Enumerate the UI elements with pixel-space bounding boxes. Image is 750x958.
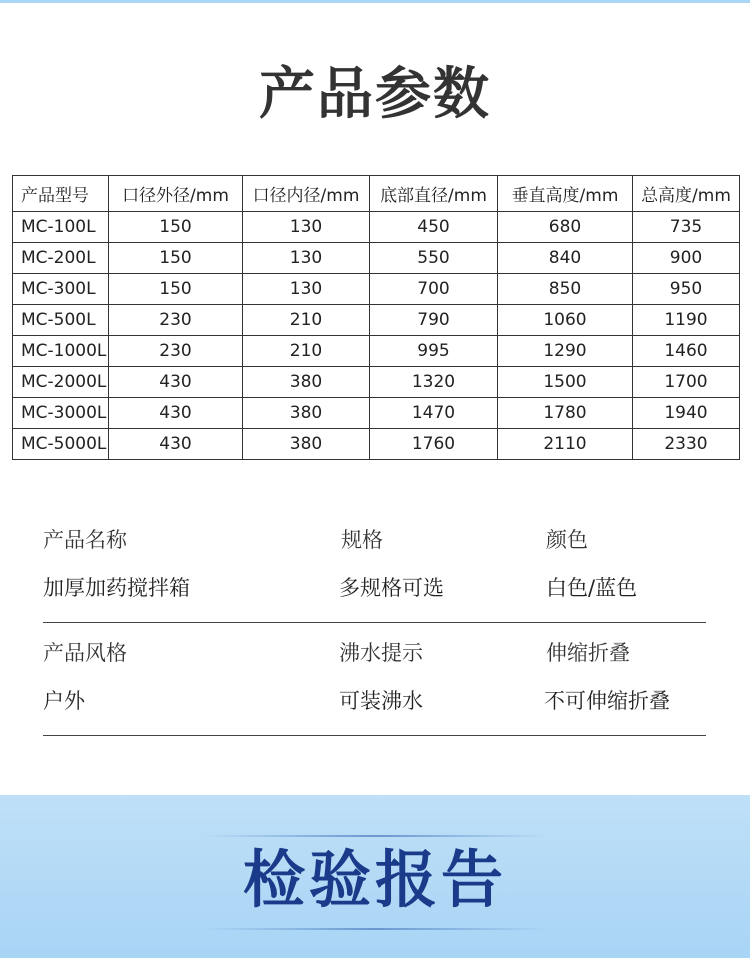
cell-bottom-diameter: 1760 [370, 429, 498, 460]
table-row [13, 398, 740, 429]
cell-inner-diameter: 130 [243, 274, 370, 305]
divider [43, 735, 706, 736]
cell-inner-diameter: 130 [243, 212, 370, 243]
cell-inner-diameter: 380 [243, 429, 370, 460]
cell-model: MC-200L [13, 243, 109, 274]
cell-bottom-diameter: 790 [370, 305, 498, 336]
cell-outer-diameter: 150 [109, 243, 243, 274]
cell-vertical-height: 850 [498, 274, 633, 305]
cell-total-height: 2330 [633, 429, 740, 460]
cell-model: MC-500L [13, 305, 109, 336]
cell-total-height: 1460 [633, 336, 740, 367]
cell-bottom-diameter: 450 [370, 212, 498, 243]
cell-outer-diameter: 230 [109, 305, 243, 336]
cell-inner-diameter: 380 [243, 398, 370, 429]
info-value-color: 白色/蓝色 [546, 576, 638, 600]
table-row [13, 429, 740, 460]
divider [43, 622, 706, 623]
table-row [13, 274, 740, 305]
cell-vertical-height: 1290 [498, 336, 633, 367]
table-row [13, 305, 740, 336]
cell-outer-diameter: 150 [109, 274, 243, 305]
cell-outer-diameter: 150 [109, 212, 243, 243]
page-title: 产品参数 [259, 62, 491, 127]
banner-line-bottom [205, 928, 545, 930]
cell-model: MC-100L [13, 212, 109, 243]
info-label-foldable: 伸缩折叠 [546, 641, 630, 665]
cell-model: MC-5000L [13, 429, 109, 460]
info-label-boiling-water: 沸水提示 [339, 641, 423, 665]
top-rule [0, 0, 750, 3]
info-value-foldable: 不可伸缩折叠 [544, 689, 670, 713]
col-header-inner-diameter: 口径内径/mm [243, 176, 370, 212]
cell-inner-diameter: 210 [243, 305, 370, 336]
cell-bottom-diameter: 700 [370, 274, 498, 305]
cell-bottom-diameter: 1470 [370, 398, 498, 429]
cell-model: MC-300L [13, 274, 109, 305]
cell-vertical-height: 1060 [498, 305, 633, 336]
cell-total-height: 1940 [633, 398, 740, 429]
cell-outer-diameter: 430 [109, 398, 243, 429]
cell-vertical-height: 1780 [498, 398, 633, 429]
table-row [13, 212, 740, 243]
cell-total-height: 900 [633, 243, 740, 274]
cell-bottom-diameter: 550 [370, 243, 498, 274]
cell-outer-diameter: 230 [109, 336, 243, 367]
col-header-total-height: 总高度/mm [633, 176, 740, 212]
info-value-product-name: 加厚加药搅拌箱 [43, 576, 190, 600]
cell-total-height: 1190 [633, 305, 740, 336]
info-label-color: 颜色 [546, 528, 588, 552]
info-value-spec: 多规格可选 [339, 576, 444, 600]
col-header-bottom-diameter: 底部直径/mm [370, 176, 498, 212]
info-label-product-name: 产品名称 [43, 528, 127, 552]
inspection-report-banner [0, 795, 750, 958]
col-header-outer-diameter: 口径外径/mm [109, 176, 243, 212]
spec-table [12, 175, 740, 460]
cell-inner-diameter: 210 [243, 336, 370, 367]
cell-model: MC-3000L [13, 398, 109, 429]
cell-bottom-diameter: 1320 [370, 367, 498, 398]
cell-vertical-height: 840 [498, 243, 633, 274]
cell-model: MC-2000L [13, 367, 109, 398]
cell-inner-diameter: 130 [243, 243, 370, 274]
table-row [13, 243, 740, 274]
table-row [13, 367, 740, 398]
cell-outer-diameter: 430 [109, 367, 243, 398]
banner-title: 检验报告 [242, 843, 507, 916]
info-label-spec: 规格 [341, 528, 383, 552]
info-label-style: 产品风格 [43, 641, 127, 665]
col-header-model: 产品型号 [13, 176, 109, 212]
info-value-boiling-water: 可装沸水 [339, 689, 423, 713]
table-header-row [13, 176, 740, 212]
info-value-style: 户外 [43, 689, 85, 713]
col-header-vertical-height: 垂直高度/mm [498, 176, 633, 212]
cell-total-height: 950 [633, 274, 740, 305]
cell-total-height: 735 [633, 212, 740, 243]
cell-model: MC-1000L [13, 336, 109, 367]
cell-total-height: 1700 [633, 367, 740, 398]
cell-outer-diameter: 430 [109, 429, 243, 460]
cell-vertical-height: 2110 [498, 429, 633, 460]
cell-inner-diameter: 380 [243, 367, 370, 398]
table-row [13, 336, 740, 367]
cell-vertical-height: 1500 [498, 367, 633, 398]
cell-bottom-diameter: 995 [370, 336, 498, 367]
cell-vertical-height: 680 [498, 212, 633, 243]
